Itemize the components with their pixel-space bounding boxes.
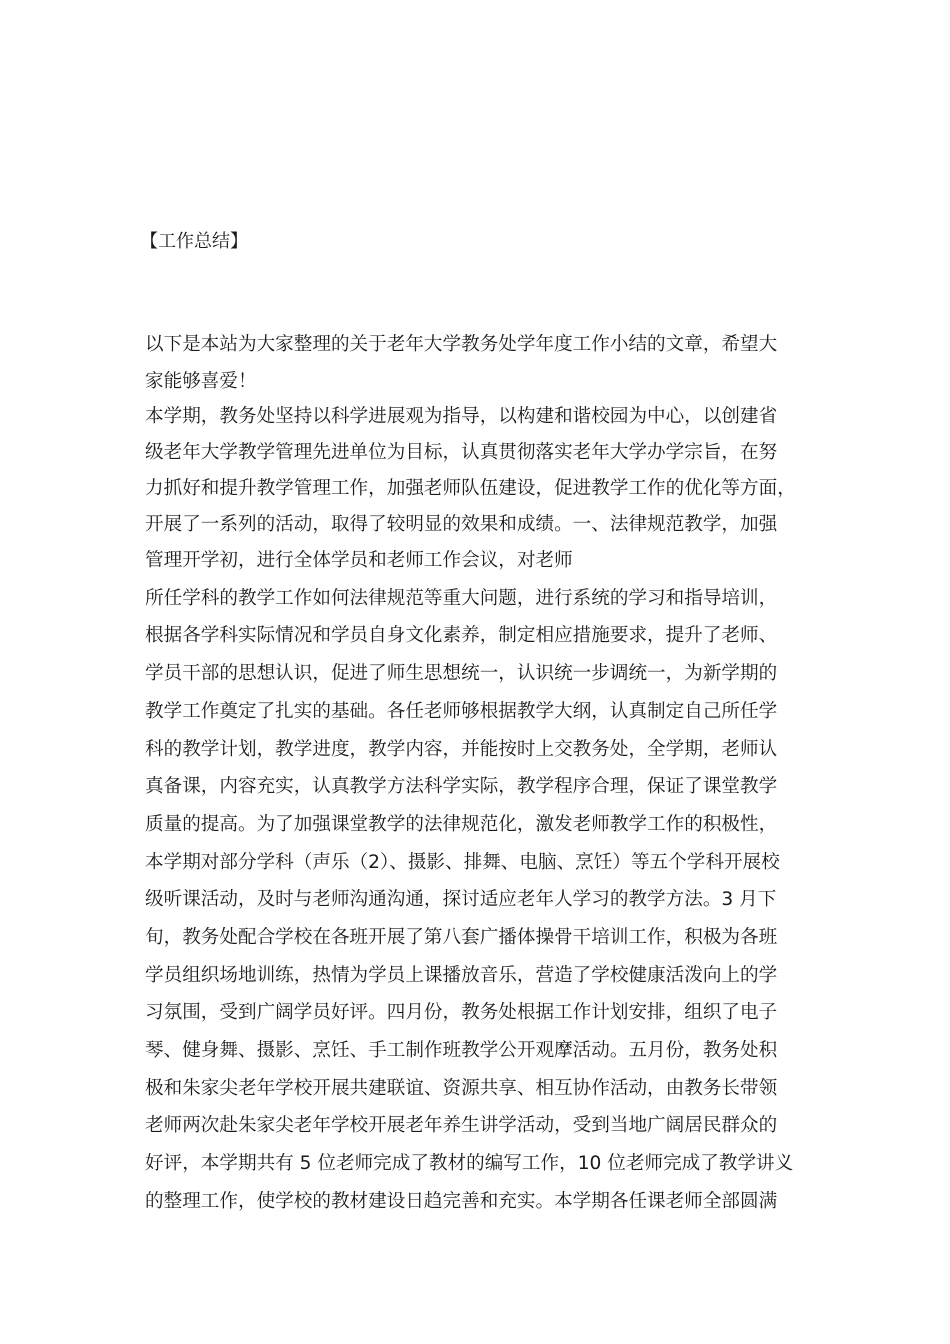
body-line: 家能够喜爱！ <box>145 371 257 392</box>
body-line: 学员组织场地训练，热情为学员上课播放音乐，营造了学校健康活泼向上的学 <box>145 965 778 986</box>
body-line: 习氛围，受到广阔学员好评。四月份，教务处根据工作计划安排，组织了电子 <box>145 1002 778 1023</box>
body-line: 开展了一系列的活动，取得了较明显的效果和成绩。一、法律规范教学，加强 <box>145 514 778 535</box>
body-line: 的整理工作，使学校的教材建设日趋完善和充实。本学期各任课老师全部圆满 <box>145 1191 778 1212</box>
body-line: 所任学科的教学工作如何法律规范等重大问题，进行系统的学习和指导培训， <box>145 588 778 609</box>
body-line: 本学期对部分学科（声乐（2）、摄影、排舞、电脑、烹饪）等五个学科开展校 <box>145 852 780 873</box>
body-line: 旬，教务处配合学校在各班开展了第八套广播体操骨干培训工作，积极为各班 <box>145 927 778 948</box>
body-line: 极和朱家尖老年学校开展共建联谊、资源共享、相互协作活动，由教务长带领 <box>145 1078 778 1099</box>
body-line: 好评，本学期共有 5 位老师完成了教材的编写工作，10 位老师完成了教学讲义 <box>145 1153 794 1174</box>
body-line: 级听课活动，及时与老师沟通沟通，探讨适应老年人学习的教学方法。3 月下 <box>145 889 777 910</box>
body-line: 根据各学科实际情况和学员自身文化素养，制定相应措施要求，提升了老师、 <box>145 625 778 646</box>
body-line: 力抓好和提升教学管理工作，加强老师队伍建设，促进教学工作的优化等方面， <box>145 478 796 499</box>
body-line: 质量的提高。为了加强课堂教学的法律规范化，激发老师教学工作的积极性， <box>145 814 778 835</box>
body-line: 真备课，内容充实，认真教学方法科学实际，教学程序合理，保证了课堂教学 <box>145 776 778 797</box>
document-heading: 【工作总结】 <box>140 231 248 252</box>
body-line: 教学工作奠定了扎实的基础。各任老师够根据教学大纲，认真制定自己所任学 <box>145 701 778 722</box>
body-line: 本学期，教务处坚持以科学进展观为指导，以构建和谐校园为中心，以创建省 <box>145 406 778 427</box>
body-line: 以下是本站为大家整理的关于老年大学教务处学年度工作小结的文章，希望大 <box>145 334 778 355</box>
body-line: 管理开学初，进行全体学员和老师工作会议，对老师 <box>145 550 573 571</box>
body-line: 科的教学计划，教学进度，教学内容，并能按时上交教务处，全学期，老师认 <box>145 739 778 760</box>
body-line: 琴、健身舞、摄影、烹饪、手工制作班教学公开观摩活动。五月份，教务处积 <box>145 1040 778 1061</box>
body-line: 学员干部的思想认识，促进了师生思想统一，认识统一步调统一，为新学期的 <box>145 663 778 684</box>
body-line: 老师两次赴朱家尖老年学校开展老年养生讲学活动，受到当地广阔居民群众的 <box>145 1115 778 1136</box>
body-line: 级老年大学教学管理先进单位为目标，认真贯彻落实老年大学办学宗旨，在努 <box>145 442 778 463</box>
